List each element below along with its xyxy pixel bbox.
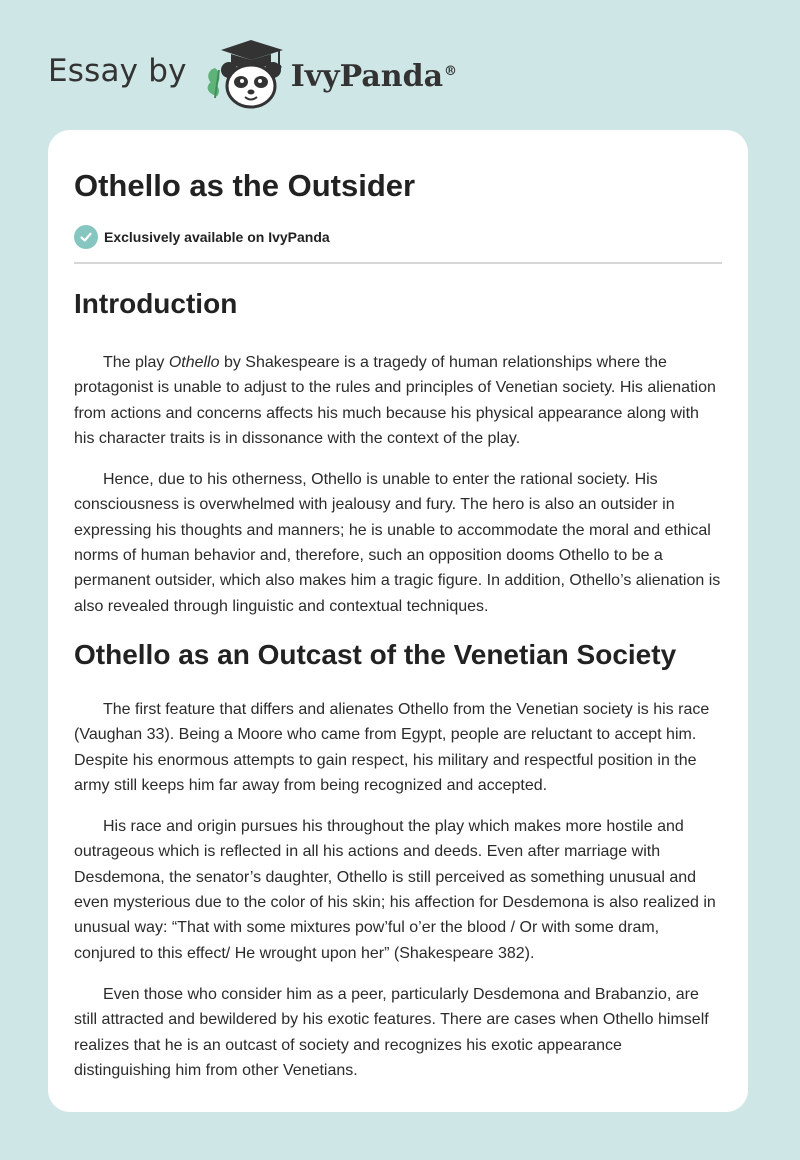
exclusive-badge (74, 224, 722, 250)
panda-graduate-logo-icon (201, 36, 289, 112)
play-title-italic: Othello (168, 354, 220, 371)
essay-card (48, 130, 748, 1112)
section-heading-introduction: Introduction (74, 288, 238, 319)
title-divider (74, 262, 722, 264)
brand-name-text: IvyPanda (290, 58, 444, 94)
brand-name (291, 59, 457, 94)
brand-header[interactable] (48, 36, 508, 112)
paragraph (74, 350, 722, 451)
paragraph: Even those who consider him as a peer, particularly Desdemona and Brabanzio, are still attracted and bewildered by his exotic features. There are cases when Othello himself realizes that he is an outcast of society and recognizes his exotic appearance distinguishing him from other Venetians. (74, 985, 709, 1079)
section-heading-outcast: Othello as an Outcast of the Venetian Society (74, 638, 677, 670)
check-circle-icon (74, 225, 98, 249)
brand-registered-mark: ® (444, 63, 458, 79)
paragraph-text: The play (103, 354, 169, 371)
paragraph-text: by Shakespeare is a tragedy of human relationships where the protagonist is unable to adjust to the rules and principles of Venetian society. His alienation from actions and concerns affects his much because his physical appearance along with his character traits is in dissonance with the context of the play. (74, 354, 716, 447)
essay-title: Othello as the Outsider (74, 168, 416, 203)
paragraph: His race and origin pursues his throughout the play which makes more hostile and outrageous which is reflected in all his actions and deeds. Even after marriage with Desdemona, the senator’s daughter, Othello is still perceived as something unusual and even mysterious due to the color of his skin; his affection for Desdemona is also realized in unusual way: “That with some mixtures pow’ful o’er the blood / Or with some dram, conjured to this effect/ He wrought upon her” (Shakespeare 382). (74, 818, 716, 962)
paragraph: The first feature that differs and alienates Othello from the Venetian society is his race (Vaughan 33). Being a Moore who came from Egypt, people are reluctant to accept him. Despite his enormous attempts to gain respect, his military and respectful position in the army still keeps him far away from being recognized and accepted. (74, 700, 710, 794)
paragraph: Hence, due to his otherness, Othello is unable to enter the rational society. His consciousness is overwhelmed with jealousy and fury. The hero is also an outsider in expressing his thoughts and manners; he is unable to accommodate the moral and ethical norms of human behavior and, therefore, such an opposition dooms Othello to be a permanent outsider, which also makes him a tragic figure. In addition, Othello’s alienation is also revealed through linguistic and contextual techniques. (74, 471, 721, 615)
exclusive-badge-label: Exclusively available on IvyPanda (104, 229, 330, 245)
brand-prefix: Essay by (48, 53, 187, 89)
